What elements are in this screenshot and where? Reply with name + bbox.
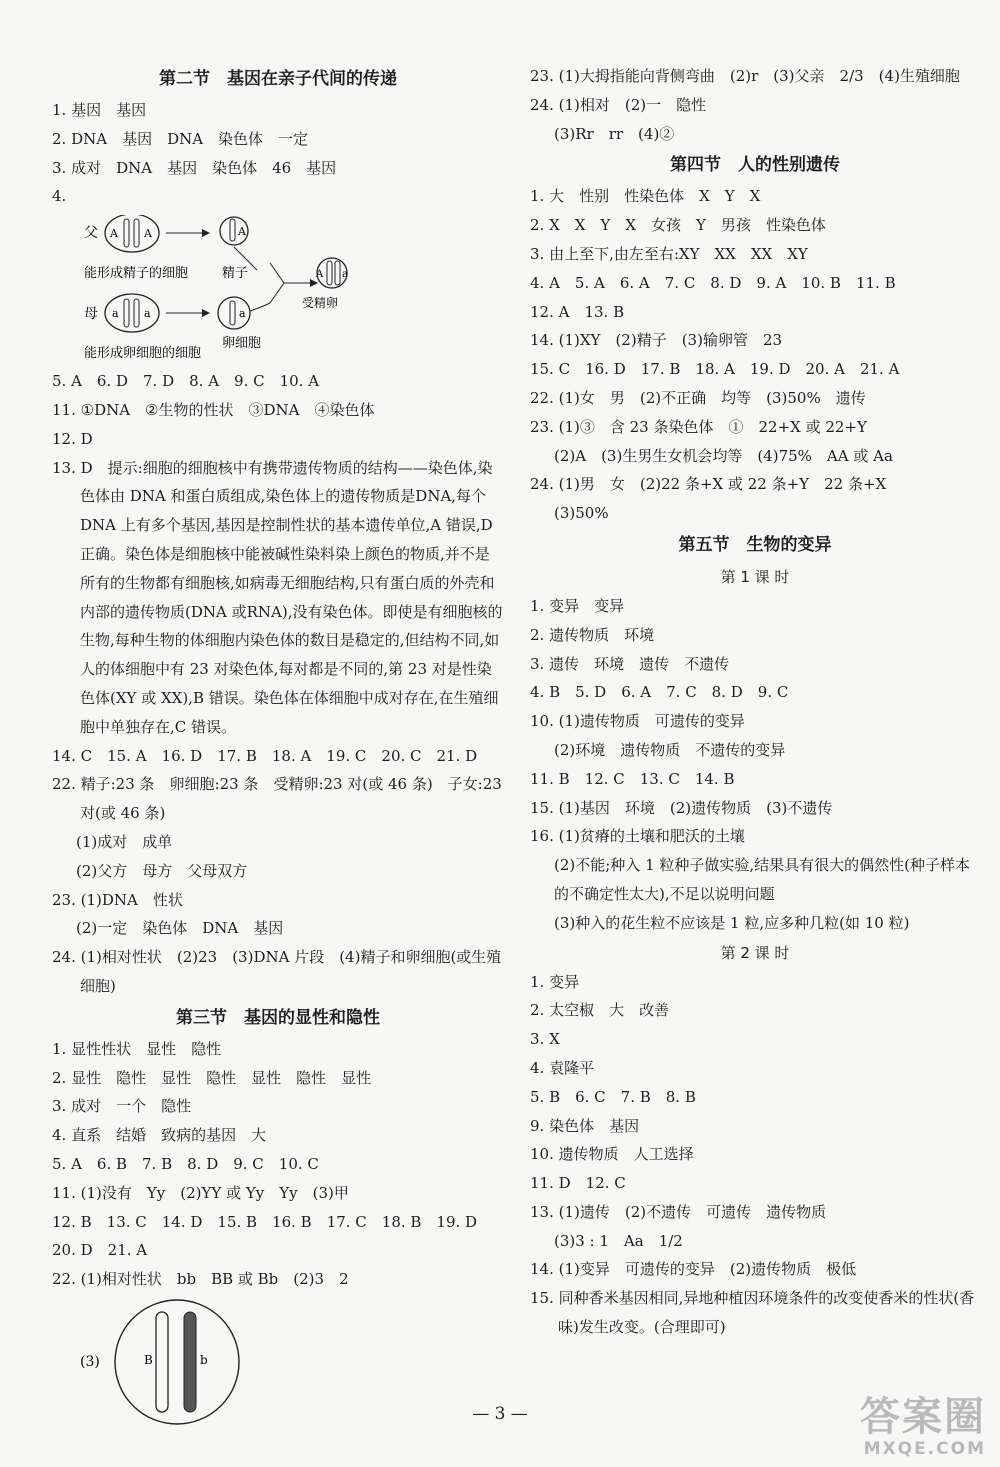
answer-line: (2)环境 遗传物质 不遗传的变异	[554, 740, 786, 759]
answer-line: 11. ①DNA ②生物的性状 ③DNA ④染色体	[52, 400, 375, 419]
answer-line: 2. 遗传物质 环境	[530, 625, 655, 644]
answer-line: 23. (1)DNA 性状	[52, 890, 183, 909]
answer-line: (2)父方 母方 父母双方	[76, 861, 248, 880]
answer-line: 9. 染色体 基因	[530, 1116, 640, 1135]
lesson-title-2: 第 2 课 时	[720, 943, 790, 962]
answer-line: 10. 遗传物质 人工选择	[530, 1145, 694, 1164]
answer-line: 4.	[52, 187, 67, 206]
answer-line: (3)3 : 1 Aa 1/2	[554, 1231, 683, 1250]
zygote-label: 受精卵	[302, 296, 339, 311]
answer-line: 12. D	[52, 429, 93, 448]
answer-line: 16. (1)贫瘠的土壤和肥沃的土壤	[530, 827, 745, 846]
answer-line: 3. 由上至下,由左至右:XY XX XX XY	[530, 244, 808, 263]
answer-line: 4. 直系 结婚 致病的基因 大	[52, 1126, 267, 1145]
answer-line: 15. C 16. D 17. B 18. A 19. D 20. A 21. A	[530, 360, 900, 379]
answer-line: 22. (1)女 男 (2)不正确 均等 (3)50% 遗传	[530, 388, 866, 407]
answer-line: 23. (1)③ 含 23 条染色体 ① 22+X 或 22+Y	[530, 417, 867, 436]
answer-line: 4. 袁隆平	[530, 1058, 595, 1077]
answer-line: 1. 变异 变异	[530, 596, 625, 615]
egg-label: 卵细胞	[222, 336, 262, 352]
answer-line: 23. (1)大拇指能向背侧弯曲 (2)r (3)父亲 2/3 (4)生殖细胞	[530, 67, 960, 85]
left-column	[52, 62, 504, 1428]
chromosome-B	[156, 1312, 168, 1412]
svg-text:A: A	[144, 227, 152, 241]
answer-line: 1. 变异	[530, 972, 580, 991]
answer-paragraph: 13. D 提示:细胞的细胞核中有携带遗传物质的结构——染色体,染色体由 DNA 和蛋白质组成,染色体上的遗传物质是DNA,每个 DNA 上有多个基因,基因是控制性状的基本遗传单位,A 错误,D 正确。染色体是细胞核中能被碱性染料染上颜色的物质,并不是所有的生物都有细胞核,如病毒无细胞结构,只有蛋白质的外壳和内部的遗传物质(DNA 或RNA),没有染色体。即使是有细胞核的生物,每种生物的体细胞内染色体的数目是稳定的,但结构不同,如人的体细胞中有 23 对染色体,每对都是不同的,第 23 对是性染色体(XY 或 XX),B 错误。染色体在体细胞中成对存在,在生殖细胞中单独存在,C 错误。	[52, 458, 503, 736]
svg-text:A: A	[238, 225, 246, 239]
mother-label: 母	[84, 306, 98, 323]
section-title-5: 第五节 生物的变异	[678, 534, 832, 555]
section-title-2: 第二节 基因在亲子代间的传递	[159, 69, 397, 89]
answer-line: 3. 成对 DNA 基因 染色体 46 基因	[52, 158, 337, 177]
section-title-3: 第三节 基因的显性和隐性	[176, 1007, 380, 1028]
father-label: 父	[84, 225, 98, 242]
svg-text:b: b	[200, 1352, 208, 1367]
answer-line: (3)50%	[554, 504, 609, 523]
answer-line: (3)Rr rr (4)②	[554, 124, 675, 143]
answer-line: (2)一定 染色体 DNA 基因	[76, 919, 284, 938]
answer-line: 11. B 12. C 13. C 14. B	[530, 769, 735, 788]
svg-text:A: A	[316, 269, 324, 281]
answer-line: 12. A 13. B	[530, 302, 625, 321]
answer-paragraph: (3)种入的花生粒不应该是 1 粒,应多种几粒(如 10 粒)	[554, 913, 910, 932]
answer-line: 13. (1)遗传 (2)不遗传 可遗传 遗传物质	[530, 1202, 827, 1221]
answer-line: 14. (1)变异 可遗传的变异 (2)遗传物质 极低	[530, 1260, 857, 1279]
svg-text:a: a	[239, 307, 246, 321]
sperm-cell-label: 能形成精子的细胞	[84, 266, 189, 282]
answer-paragraph: (2)不能;种入 1 粒种子做实验,结果具有很大的偶然性(种子样本的不确定性太大),不足以说明问题	[554, 856, 971, 903]
watermark-text: 答案圈	[860, 1394, 986, 1440]
answer-line: (2)A (3)生男生女机会均等 (4)75% AA 或 Aa	[554, 446, 893, 465]
answer-line: 15. (1)基因 环境 (2)遗传物质 (3)不遗传	[530, 798, 833, 817]
answer-line: 11. (1)没有 Yy (2)YY 或 Yy Yy (3)甲	[52, 1183, 349, 1202]
answer-line: 2. 显性 隐性 显性 隐性 显性 隐性 显性	[52, 1068, 372, 1087]
answer-paragraph: 22. 精子:23 条 卵细胞:23 条 受精卵:23 对(或 46 条) 子女:23 对(或 46 条)	[52, 775, 502, 823]
watermark-logo	[860, 1395, 986, 1459]
chromosome-b	[184, 1312, 196, 1412]
answer-line: 5. B 6. C 7. B 8. B	[530, 1087, 696, 1106]
answer-line: 1. 显性性状 显性 隐性	[52, 1039, 222, 1058]
answer-line: 24. (1)相对 (2)一 隐性	[530, 95, 707, 114]
answer-line: 22. (1)相对性状 bb BB 或 Bb (2)3 2	[52, 1270, 349, 1289]
watermark-url: MXQE.COM	[863, 1439, 986, 1459]
answer-line: 3. X	[530, 1030, 560, 1049]
svg-text:A: A	[110, 227, 118, 241]
answer-paragraph: 15. 同种香米基因相同,异地种植因环境条件的改变使香米的性状(香味)发生改变。(合理即可)	[530, 1289, 975, 1337]
answer-line: 3. 成对 一个 隐性	[52, 1097, 192, 1116]
section-title-4: 第四节 人的性别遗传	[670, 155, 840, 176]
answer-line: 14. (1)XY (2)精子 (3)输卵管 23	[530, 331, 783, 350]
answer-line: 11. D 12. C	[530, 1174, 626, 1193]
lesson-title-1: 第 1 课 时	[720, 567, 790, 586]
answer-line: 12. B 13. C 14. D 15. B 16. B 17. C 18. B 19. D	[52, 1212, 478, 1231]
egg-cell-label: 能形成卵细胞的细胞	[84, 346, 202, 362]
svg-text:B: B	[144, 1352, 153, 1367]
svg-text:a: a	[112, 307, 119, 321]
answer-line: 10. (1)遗传物质 可遗传的变异	[530, 712, 745, 731]
answer-line: (1)成对 成单	[76, 832, 173, 851]
page-number: — 3 —	[472, 1404, 528, 1424]
answer-line: 5. A 6. B 7. B 8. D 9. C 10. C	[52, 1154, 319, 1173]
sperm-label: 精子	[222, 266, 249, 282]
diagram-label: (3)	[80, 1353, 100, 1370]
answer-paragraph: 24. (1)相对性状 (2)23 (3)DNA 片段 (4)精子和卵细胞(或生殖细胞)	[52, 948, 502, 995]
svg-text:a: a	[342, 269, 348, 281]
answer-line: 20. D 21. A	[52, 1241, 148, 1260]
answer-line: 14. C 15. A 16. D 17. B 18. A 19. C 20. C 21. D	[52, 746, 478, 765]
answer-line: 4. B 5. D 6. A 7. C 8. D 9. C	[530, 683, 789, 702]
answer-line: 24. (1)男 女 (2)22 条+X 或 22 条+Y 22 条+X	[530, 475, 887, 494]
answer-line: 2. 太空椒 大 改善	[530, 1001, 670, 1020]
answer-line: 1. 大 性别 性染色体 X Y X	[530, 187, 761, 206]
fertilization-diagram	[52, 215, 504, 365]
answer-line: 2. X X Y X 女孩 Y 男孩 性染色体	[530, 216, 826, 235]
answer-line: 1. 基因 基因	[52, 101, 147, 119]
answer-line: 4. A 5. A 6. A 7. C 8. D 9. A 10. B 11. B	[530, 273, 896, 292]
answer-line: 3. 遗传 环境 遗传 不遗传	[530, 654, 730, 673]
answer-line: 2. DNA 基因 DNA 染色体 一定	[52, 129, 309, 148]
fertilization-svg	[52, 215, 352, 365]
svg-text:a: a	[144, 307, 151, 321]
answer-line: 5. A 6. D 7. D 8. A 9. C 10. A	[52, 372, 320, 391]
right-column	[530, 62, 980, 1342]
